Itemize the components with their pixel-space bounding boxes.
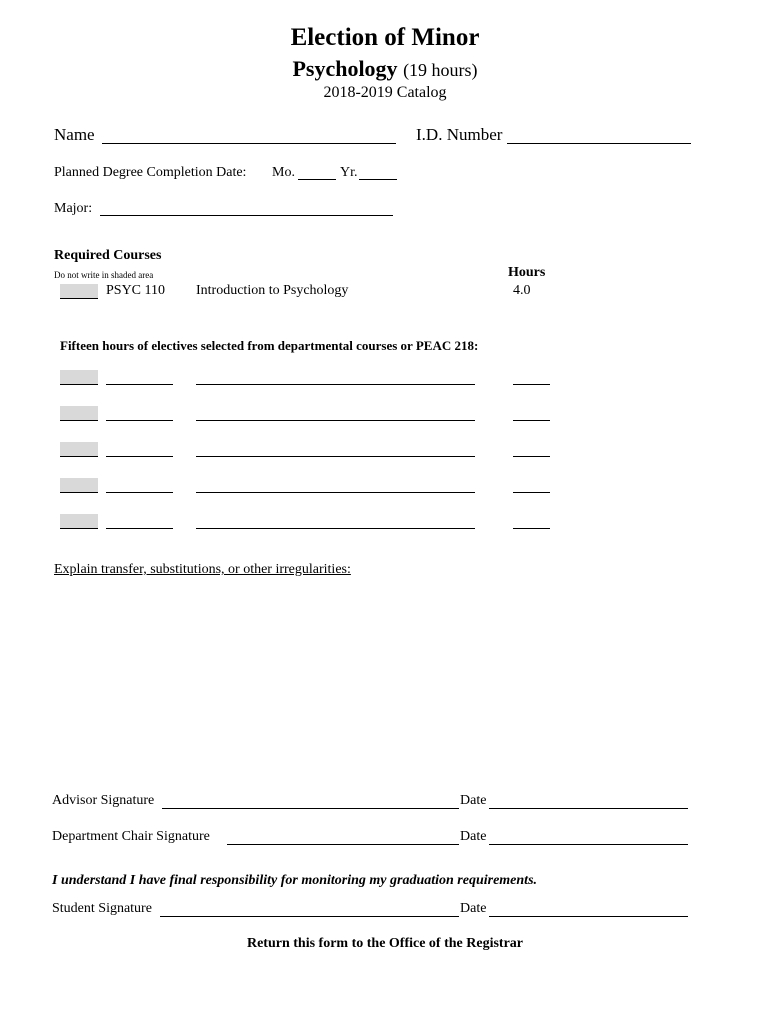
form-subtitle xyxy=(0,56,770,82)
explain-area[interactable] xyxy=(54,584,694,774)
student-signature-field[interactable] xyxy=(160,916,459,917)
elective-hours-field[interactable] xyxy=(513,528,550,529)
month-field[interactable] xyxy=(298,179,336,180)
elective-course-field[interactable] xyxy=(106,384,173,385)
elective-title-field[interactable] xyxy=(196,528,475,529)
advisor-date-label: Date xyxy=(460,793,487,808)
name-label: Name xyxy=(54,125,95,144)
year-field[interactable] xyxy=(359,179,397,180)
required-courses-heading: Required Courses xyxy=(54,248,162,263)
elective-course-field[interactable] xyxy=(106,420,173,421)
chair-signature-field[interactable] xyxy=(227,844,459,845)
year-label: Yr. xyxy=(340,165,358,180)
electives-heading: Fifteen hours of electives selected from departmental courses or PEAC 218: xyxy=(60,338,479,353)
elective-title-field[interactable] xyxy=(196,384,475,385)
responsibility-statement: I understand I have final responsibility for monitoring my graduation requirements. xyxy=(52,873,538,888)
advisor-signature-field[interactable] xyxy=(162,808,459,809)
elective-title-field[interactable] xyxy=(196,420,475,421)
elective-shaded-box xyxy=(60,442,98,457)
student-signature-label: Student Signature xyxy=(52,901,152,916)
advisor-signature-label: Advisor Signature xyxy=(52,793,155,808)
elective-title-field[interactable] xyxy=(196,492,475,493)
form-title: Election of Minor xyxy=(290,24,480,51)
elective-hours-field[interactable] xyxy=(513,456,550,457)
required-course-title: Introduction to Psychology xyxy=(196,283,349,298)
shaded-area-note: Do not write in shaded area xyxy=(54,270,154,280)
elective-title-field[interactable] xyxy=(196,456,475,457)
student-date-label: Date xyxy=(460,901,487,916)
elective-shaded-box xyxy=(60,406,98,421)
advisor-date-field[interactable] xyxy=(489,808,688,809)
minor-hours-note: (19 hours) xyxy=(403,60,478,80)
completion-date-label: Planned Degree Completion Date: xyxy=(54,165,247,180)
chair-date-field[interactable] xyxy=(489,844,688,845)
elective-hours-field[interactable] xyxy=(513,492,550,493)
id-number-field[interactable] xyxy=(507,143,691,144)
elective-hours-field[interactable] xyxy=(513,384,550,385)
required-course-code: PSYC 110 xyxy=(106,283,166,298)
elective-hours-field[interactable] xyxy=(513,420,550,421)
student-date-field[interactable] xyxy=(489,916,688,917)
major-label: Major: xyxy=(54,201,93,216)
elective-shaded-box xyxy=(60,478,98,493)
major-field[interactable] xyxy=(100,215,393,216)
elective-course-field[interactable] xyxy=(106,492,173,493)
elective-course-field[interactable] xyxy=(106,456,173,457)
required-shaded-box xyxy=(60,284,98,299)
elective-shaded-box xyxy=(60,370,98,385)
elective-shaded-box xyxy=(60,514,98,529)
minor-subject: Psychology xyxy=(292,56,398,81)
required-course-hours: 4.0 xyxy=(513,283,531,298)
return-note: Return this form to the Office of the Registrar xyxy=(246,936,524,951)
explain-label: Explain transfer, substitutions, or other irregularities: xyxy=(54,562,351,577)
elective-course-field[interactable] xyxy=(106,528,173,529)
chair-date-label: Date xyxy=(460,829,487,844)
hours-heading: Hours xyxy=(508,265,546,280)
name-field[interactable] xyxy=(102,143,396,144)
catalog-year: 2018-2019 Catalog xyxy=(323,84,447,101)
id-number-label: I.D. Number xyxy=(416,125,503,144)
chair-signature-label: Department Chair Signature xyxy=(52,829,210,844)
month-label: Mo. xyxy=(272,165,295,180)
